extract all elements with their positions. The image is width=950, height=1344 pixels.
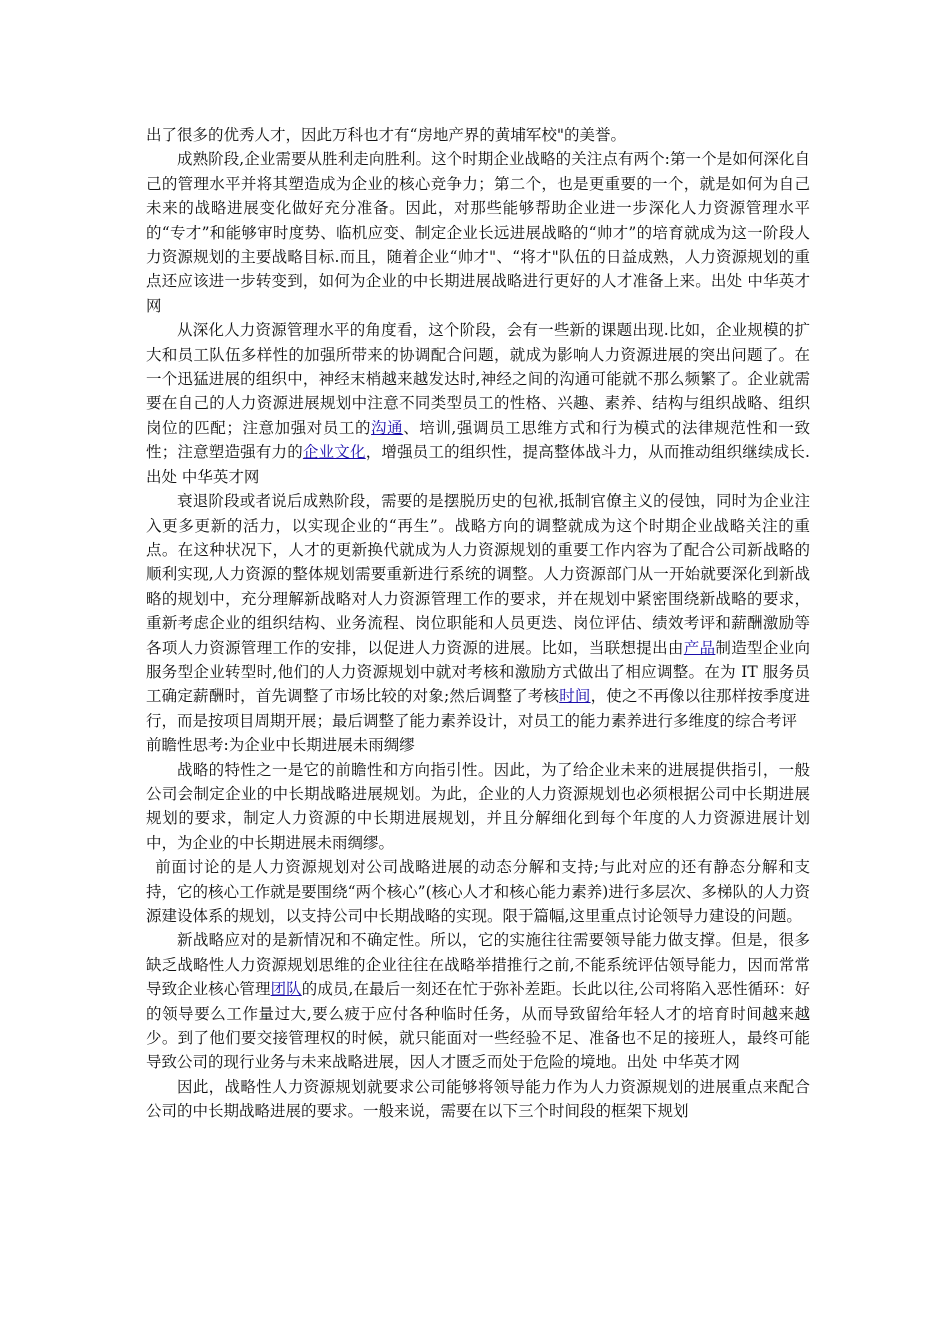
- section-heading: 前瞻性思考:为企业中长期进展未雨绸缪: [146, 736, 415, 755]
- paragraph-text: ，使之不再像以往那样按季度进行，而是按项目周期开展；最后调整了能力素养设计，对员工的能力素养进行多维度的综合考评: [146, 687, 810, 730]
- paragraph-static-support: 前面讨论的是人力资源规划对公司战略进展的动态分解和支持;与此对应的还有静态分解和支持，它的核心工作就是要围绕“两个核心”(核心人才和核心能力素养)进行多层次、多梯队的人力资源建设体系的规划，以支持公司中长期战略的实现。限于篇幅,这里重点讨论领导力建设的问题。: [146, 858, 810, 925]
- paragraph-text: ，增强员工的组织性，提高整体战斗力，从而推动组织继续成长.出处 中华英才网: [146, 443, 810, 486]
- link-time[interactable]: 时间: [559, 687, 591, 706]
- paragraph-text: 新战略应对的是新情况和不确定性。所以，它的实施往往需要领导能力做支撑。但是，很多缺乏战略性人力资源规划思维的企业往往在战略举措推行之前,不能系统评估领导能力，因而常常导致企业核心管理: [146, 931, 810, 999]
- document-body: [146, 123, 810, 1124]
- paragraph-conclusion: 因此，战略性人力资源规划就要求公司能够将领导能力作为人力资源规划的进展重点来配合公司的中长期战略进展的要求。一般来说，需要在以下三个时间段的框架下规划: [146, 1077, 810, 1121]
- paragraph-new-strategy: [146, 928, 810, 1074]
- link-product[interactable]: 产品: [683, 638, 716, 657]
- paragraph-mature-stage: 成熟阶段,企业需要从胜利走向胜利。这个时期企业战略的关注点有两个:第一个是如何深化自己的管理水平并将其塑造成为企业的核心竞争力；第二个，也是更重要的一个，就是如何为自己未来的战略进展变化做好充分准备。因此，对那些能够帮助企业进一步深化人力资源管理水平的“专才”和能够审时度势、临机应变、制定企业长远进展战略的“帅才”的培育就成为这一阶段人力资源规划的主要战略目标.而且，随着企业“帅才"、“将才"队伍的日益成熟，人力资源规划的重点还应该进一步转变到，如何为企业的中长期进展战略进行更好的人才准备上来。出处 中华英才网: [146, 150, 810, 315]
- paragraph-management-level: [146, 318, 810, 489]
- paragraph-text: 从深化人力资源管理水平的角度看，这个阶段，会有一些新的课题出现.比如，企业规模的扩大和员工队伍多样性的加强所带来的协调配合问题，就成为影响人力资源进展的突出问题了。在一个迅猛进展的组织中，神经末梢越来越发达时,神经之间的沟通可能就不那么频繁了。企业就需要在自己的人力资源进展规划中注意不同类型员工的性格、兴趣、素养、结构与组织战略、组织岗位的匹配；注意加强对员工的: [146, 321, 810, 437]
- link-team[interactable]: 团队: [270, 980, 302, 999]
- link-communication[interactable]: 沟通: [371, 418, 404, 437]
- link-corporate-culture[interactable]: 企业文化: [302, 443, 366, 462]
- paragraph-decline-stage: [146, 489, 810, 733]
- paragraph-text: 、培训,强调员工思维方式和行为模式的法律规范性和一致性；注意塑造强有力的: [146, 418, 810, 462]
- paragraph-text: 制造型企业向服务型企业转型时,他们的人力资源规划中就对考核和激励方式做出了相应调整。在为 IT 服务员工确定薪酬时，首先调整了市场比较的对象;然后调整了考核: [146, 638, 810, 706]
- paragraph-strategy-foresight: 战略的特性之一是它的前瞻性和方向指引性。因此，为了给企业未来的进展提供指引，一般公司会制定企业的中长期战略进展规划。为此，企业的人力资源规划也必须根据公司中长期进展规划的要求，制定人力资源的中长期进展规划，并且分解细化到每个年度的人力资源进展计划中，为企业的中长期进展未雨绸缪。: [146, 760, 810, 852]
- paragraph-1: 出了很多的优秀人才，因此万科也才有“房地产界的黄埔军校"的美誉。: [146, 126, 627, 144]
- paragraph-text: 的成员,在最后一刻还在忙于弥补差距。长此以往,公司将陷入恶性循环：好的领导要么工作量过大,要么疲于应付各种临时任务，从而导致留给年轻人才的培育时间越来越少。到了他们要交接管理权的时候，就只能面对一些经验不足、准备也不足的接班人，最终可能导致公司的现行业务与未来战略进展，因人才匮乏而处于危险的境地。出处 中华英才网: [146, 980, 810, 1072]
- paragraph-text: 衰退阶段或者说后成熟阶段，需要的是摆脱历史的包袱,抵制官僚主义的侵蚀，同时为企业注入更多更新的活力，以实现企业的“再生”。战略方向的调整就成为这个时期企业战略关注的重点。在这种状况下，人才的更新换代就成为人力资源规划的重要工作内容为了配合公司新战略的顺利实现,人力资源的整体规划需要重新进行系统的调整。人力资源部门从一开始就要深化到新战略的规划中，充分理解新战略对人力资源管理工作的要求，并在规划中紧密围绕新战略的要求，重新考虑企业的组织结构、业务流程、岗位职能和人员更迭、岗位评估、绩效考评和薪酬激励等各项人力资源管理工作的安排，以促进人力资源的进展。比如，当联想提出由: [146, 492, 810, 657]
